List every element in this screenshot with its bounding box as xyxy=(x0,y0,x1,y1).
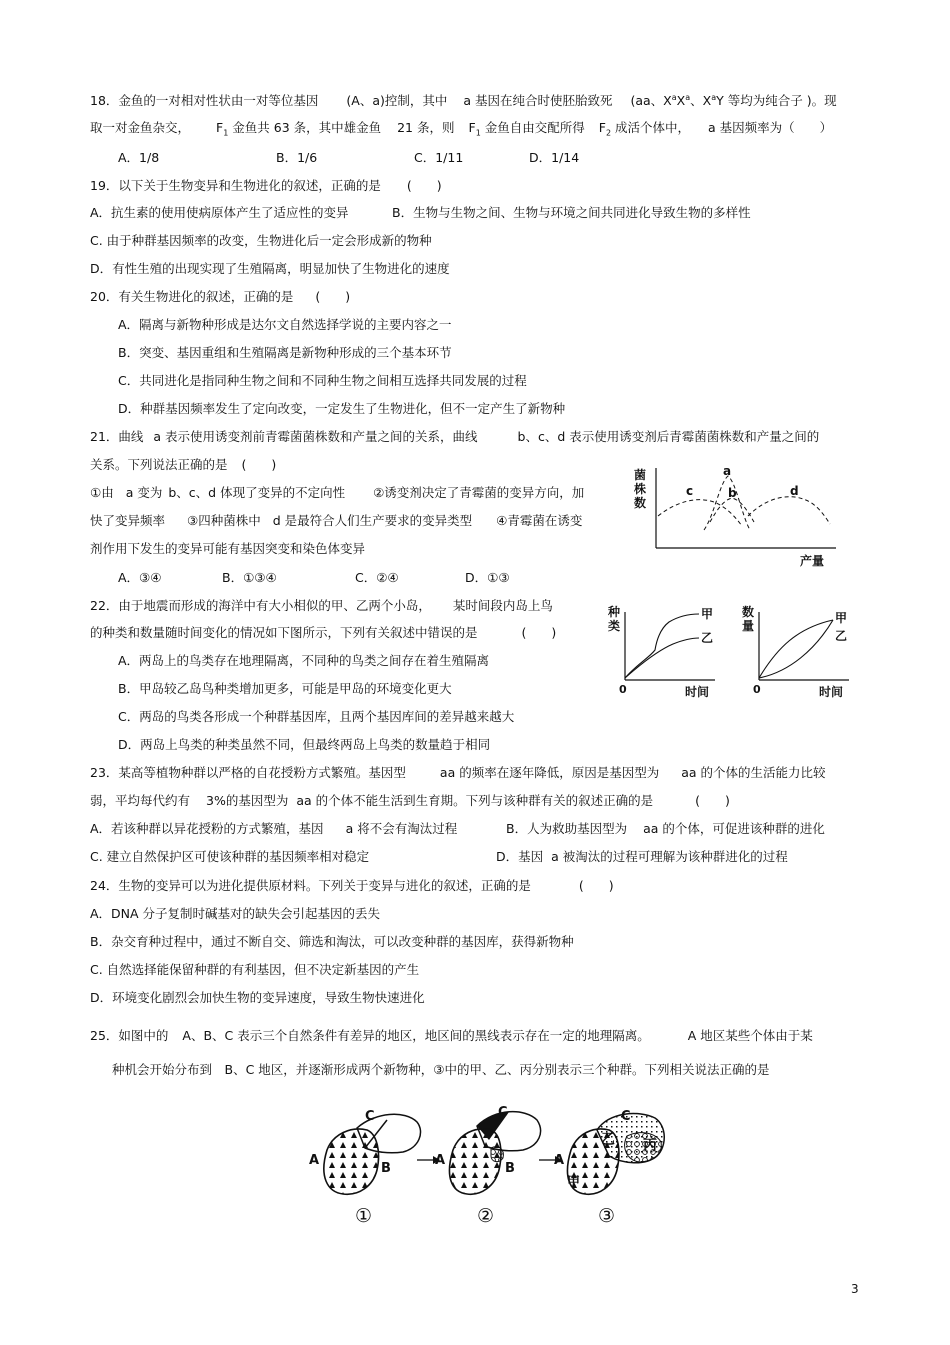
q20-option-d: D．种群基因频率发生了定向改变，一定发生了生物进化，但不一定产生了新物种 xyxy=(118,401,566,416)
q18-line1 xyxy=(90,92,837,110)
q25-p2-label-c: C xyxy=(498,1105,508,1120)
q25-p2-label-a: A xyxy=(435,1153,446,1168)
q19-option-b: B．生物与生物之间、生物与环境之间共同进化导致生物的多样性 xyxy=(392,205,751,220)
q22-option-b: B．甲岛较乙岛鸟种类增加更多，可能是甲岛的环境变化更大 xyxy=(118,681,452,696)
q21-line1: 21．曲线 a 表示使用诱变剂前青霉菌菌株数和产量之间的关系，曲线 b、c、d 表示使用诱变剂后青霉菌菌株数和产量之间的 xyxy=(90,429,820,444)
q25-p3-label-yi: 乙 xyxy=(601,1132,615,1148)
q22-figure-number xyxy=(737,598,857,702)
q21-line4: 快了变异频率 ③四种菌株中 d 是最符合人们生产要求的变异类型 ④青霉菌在诱变 xyxy=(90,513,583,528)
q25-p2-region-a xyxy=(449,1129,500,1194)
q23-option-b: B．人为救助基因型为 aa 的个体，可促进该种群的进化 xyxy=(506,821,825,836)
q22f1-label-jia: 甲 xyxy=(701,607,714,621)
q24-option-d: D．环境变化剧烈会加快生物的变异速度，导致生物快速进化 xyxy=(90,990,425,1005)
q18-option-a: A．1/8 xyxy=(118,150,160,165)
q23-option-a: A．若该种群以异花授粉的方式繁殖，基因 a 将不会有淘汰过程 xyxy=(90,821,458,836)
q21-ylabel-1: 菌 xyxy=(634,468,647,482)
q23-line1: 23．某高等植物种群以严格的自花授粉方式繁殖。基因型 aa 的频率在逐年降低，原因是基因型为 aa 的个体的生活能力比较 xyxy=(90,765,826,780)
q22-line2: 的种类和数量随时间变化的情况如下图所示，下列有关叙述中错误的是 ( ) xyxy=(90,625,557,640)
q21-ylabel-2: 株 xyxy=(634,482,647,496)
q25-p2-region-b xyxy=(491,1147,503,1162)
q22f1-label-yi: 乙 xyxy=(701,631,714,645)
q22f1-ylabel-2: 类 xyxy=(608,619,621,633)
q22f1-curve-yi xyxy=(625,638,699,678)
q25-p1-label-c: C xyxy=(365,1109,375,1124)
q25-line2: 种机会开始分布到 B、C 地区，并逐渐形成两个新物种，③中的甲、乙、丙分别表示三个种群。下列相关说法正确的是 xyxy=(112,1062,770,1077)
q23-line2: 弱，平均每代约有 3%的基因型为 aa 的个体不能生活到生育期。下列与该种群有关的叙述正确的是 ( ) xyxy=(90,793,730,808)
q21-xlabel: 产量 xyxy=(800,554,825,568)
q18-l2d: $F_1$ 金鱼自由交配所得 xyxy=(468,120,585,138)
q22-option-a: A．两岛上的鸟类存在地理隔离，不同种的鸟类之间存在着生殖隔离 xyxy=(118,653,490,668)
q18-option-c: C．1/11 xyxy=(414,150,464,165)
q25-p1-region-a xyxy=(324,1129,379,1194)
q25-figure xyxy=(305,1100,680,1230)
q25-p1-number: ① xyxy=(355,1205,373,1227)
q21-line5: 剂作用下发生的变异可能有基因突变和染色体变异 xyxy=(90,541,366,556)
q19-stem: 19．以下关于生物变异和生物进化的叙述，正确的是 ( ) xyxy=(90,178,442,193)
q18-line2 xyxy=(90,119,832,137)
q22f1-xlabel: 时间 xyxy=(685,685,710,699)
q21-line2: 关系。下列说法正确的是 ( ) xyxy=(90,457,277,472)
q21-option-d: D．①③ xyxy=(465,570,510,585)
q18-l2b: $F_1$ 金鱼共 63 条，其中雄金鱼 xyxy=(216,120,382,138)
q21-option-b: B．①③④ xyxy=(222,570,277,585)
q24-stem: 24．生物的变异可以为进化提供原材料。下列关于变异与进化的叙述，正确的是 ( ) xyxy=(90,878,614,893)
q21-curve-c xyxy=(658,500,742,526)
q21-ylabel-3: 数 xyxy=(634,496,647,510)
q20-option-c: C．共同进化是指同种生物之间和不同种生物之间相互选择共同发展的过程 xyxy=(118,373,527,388)
q22f2-label-jia: 甲 xyxy=(835,611,848,625)
q24-option-b: B．杂交育种过程中，通过不断自交、筛选和淘汰，可以改变种群的基因库，获得新物种 xyxy=(90,934,574,949)
q25-p2-number: ② xyxy=(477,1205,495,1227)
q21-option-a: A．③④ xyxy=(118,570,162,585)
q18-l2a: 取一对金鱼杂交， xyxy=(90,120,191,135)
q21-label-d: d xyxy=(790,484,799,498)
q20-option-a: A．隔离与新物种形成是达尔文自然选择学说的主要内容之一 xyxy=(118,317,452,332)
q25-p3-label-a: A xyxy=(554,1153,565,1168)
q18-l2e: $F_2$ 成活个体中， xyxy=(598,120,691,138)
q21-line3: ①由 a 变为 b、c、d 体现了变异的不定向性 ②诱变剂决定了青霉菌的变异方向，加 xyxy=(90,485,585,500)
q25-p1-label-b: B xyxy=(381,1161,391,1176)
q25-line1: 25．如图中的 A、B、C 表示三个自然条件有差异的地区，地区间的黑线表示存在一定的地理隔离。 A 地区某些个体由于某 xyxy=(90,1028,813,1043)
q18-l2f: a 基因频率为（ ） xyxy=(708,120,833,135)
q25-p3-label-bing: 丙 xyxy=(643,1138,657,1154)
page-number: 3 xyxy=(851,1282,859,1296)
q25-p3-number: ③ xyxy=(598,1205,616,1227)
q24-option-c: C. 自然选择能保留种群的有利基因，但不决定新基因的产生 xyxy=(90,962,420,977)
q18-l2c: 21 条，则 xyxy=(397,120,455,135)
q20-option-b: B．突变、基因重组和生殖隔离是新物种形成的三个基本环节 xyxy=(118,345,452,360)
q21-label-c: c xyxy=(686,484,694,498)
q22-option-d: D．两岛上鸟类的种类虽然不同，但最终两岛上鸟类的数量趋于相同 xyxy=(118,737,491,752)
q21-label-a: a xyxy=(723,464,732,478)
q23-option-d: D．基因 a 被淘汰的过程可理解为该种群进化的过程 xyxy=(496,849,788,864)
q19-option-d: D．有性生殖的出现实现了生殖隔离，明显加快了生物进化的速度 xyxy=(90,261,450,276)
q22f2-ylabel-2: 量 xyxy=(742,619,755,633)
q22f2-curve-jia xyxy=(759,620,833,678)
q18-l1a: 18．金鱼的一对相对性状由一对等位基因 xyxy=(90,93,319,108)
q25-p1-label-a: A xyxy=(309,1153,320,1168)
q21-figure xyxy=(632,460,842,572)
q24-option-a: A．DNA 分子复制时碱基对的缺失会引起基因的丢失 xyxy=(90,906,381,921)
q21-curve-a xyxy=(704,476,750,530)
q25-p3-label-jia: 甲 xyxy=(567,1175,581,1190)
q18-l1d: (aa、$X^aX^a$、$X^aY$ 等均为纯合子 )。现 xyxy=(630,92,837,108)
q18-option-b: B．1/6 xyxy=(276,150,318,165)
q22f2-xlabel: 时间 xyxy=(819,685,844,699)
q25-p3-label-c: C xyxy=(621,1109,631,1124)
q22f1-ylabel-1: 种 xyxy=(608,605,621,619)
q20-stem: 20．有关生物进化的叙述，正确的是 ( ) xyxy=(90,289,351,304)
q22f2-label-yi: 乙 xyxy=(835,629,848,643)
q21-label-b: b xyxy=(728,486,737,500)
q22-line1: 22．由于地震而形成的海洋中有大小相似的甲、乙两个小岛， 某时间段内岛上鸟 xyxy=(90,598,553,613)
q19-option-a: A．抗生素的使用使病原体产生了适应性的变异 xyxy=(90,205,349,220)
q21-curve-d xyxy=(748,497,830,524)
q22-option-c: C．两岛的鸟类各形成一个种群基因库，且两个基因库间的差异越来越大 xyxy=(118,709,515,724)
q22f2-ylabel-1: 数 xyxy=(742,605,755,619)
q19-option-c: C. 由于种群基因频率的改变，生物进化后一定会形成新的物种 xyxy=(90,233,432,248)
q23-option-c: C. 建立自然保护区可使该种群的基因频率相对稳定 xyxy=(90,849,370,864)
q25-p2-label-b: B xyxy=(505,1161,515,1176)
q22f2-origin: 0 xyxy=(753,683,761,696)
q18-option-d: D．1/14 xyxy=(529,150,580,165)
q22-figure-species xyxy=(603,598,723,702)
q18-l1b: (A、a)控制，其中 xyxy=(346,93,448,108)
q21-option-c: C．②④ xyxy=(355,570,399,585)
q18-l1c: a 基因在纯合时使胚胎致死 xyxy=(463,93,613,108)
q22f2-curve-yi xyxy=(759,620,833,678)
q22f1-origin: 0 xyxy=(619,683,627,696)
